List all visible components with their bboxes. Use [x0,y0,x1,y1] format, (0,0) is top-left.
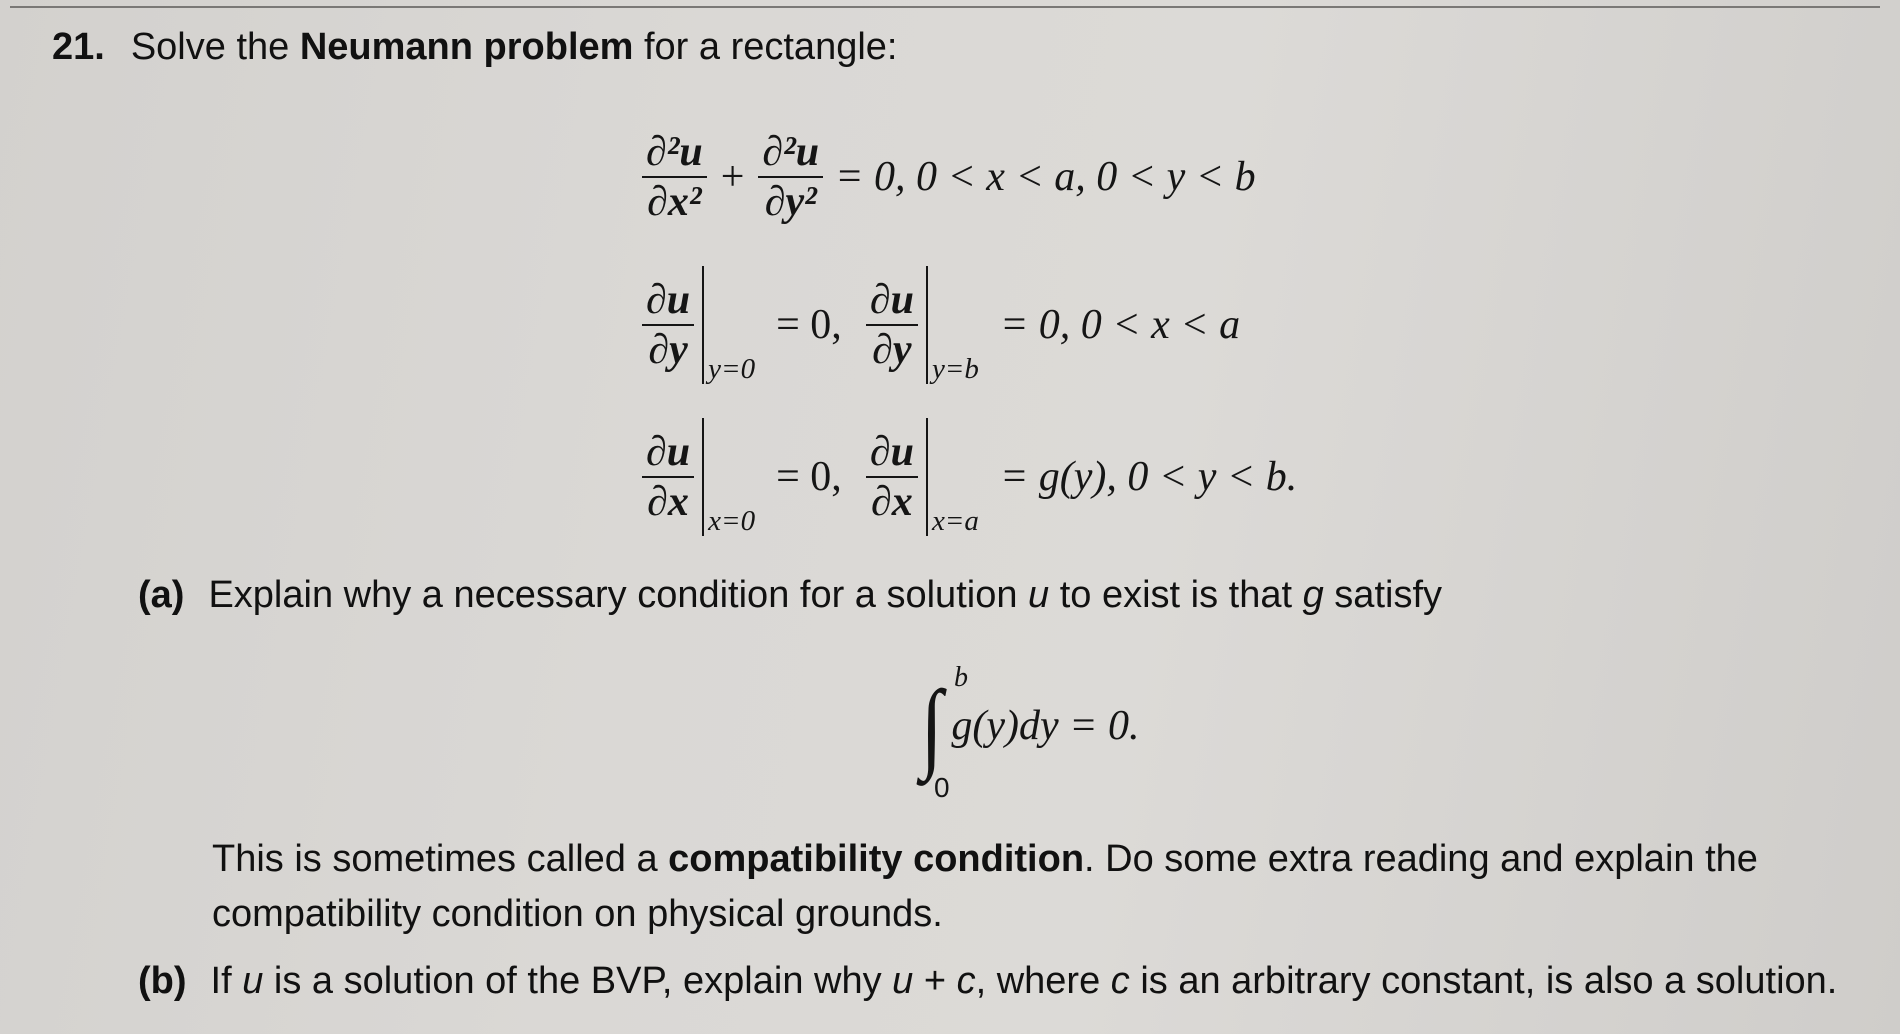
compatibility-note-line1: This is sometimes called a compatibility condition. Do some extra reading and explain the [212,838,1758,880]
intro-text-end: for a rectangle: [633,26,898,68]
equation-bc-y [642,266,1240,384]
evaluation-bar: y=b [926,266,928,384]
plus-sign: + [720,154,745,201]
intro-text: Solve the [130,26,300,68]
evaluation-bar: x=a [926,418,928,536]
compatibility-note-line2: compatibility condition on physical grounds. [212,893,943,935]
part-a-text: (a) Explain why a necessary condition for a solution u to exist is that g satisfy [138,574,1442,616]
fraction-du-dy: $\frac{\partial u}{\partial y}$ [642,276,694,375]
compatibility-term: compatibility condition [668,838,1085,880]
integral-condition [918,662,1140,803]
evaluation-bar: x=0 [702,418,704,536]
part-b-text: (b) If u is a solution of the BVP, explain why u + c, where c is an arbitrary constant, is also a solution. [138,960,1838,1002]
problem-number: 21. [52,26,105,68]
top-divider [10,6,1880,8]
problem-heading [52,26,897,69]
integrand: g(y)dy = 0. [951,703,1140,749]
intro-bold-term: Neumann problem [299,26,634,68]
equation-pde [642,128,1256,227]
fraction-d2u-dy2: $\frac{\text{∂²u}}{\text{∂y²}}$ [758,128,823,227]
equals-zero: = 0, [776,454,842,500]
integral-sign-icon: ∫ [920,670,943,781]
bc-y-domain: = 0, 0 < x < a [999,302,1241,348]
fraction-d2u-dx2: $\frac{\text{∂²u}}{\text{∂x²}}$ [642,128,707,227]
fraction-du-dx: $\frac{\partial u}{\partial x}$ [866,428,918,527]
pde-domain: = 0, 0 < x < a, 0 < y < b [835,154,1256,201]
equals-zero: = 0, [776,302,842,348]
equation-bc-x [642,418,1297,536]
part-a-label: (a) [138,574,185,616]
bc-x-domain: = g(y), 0 < y < b. [999,454,1298,500]
evaluation-bar: y=0 [702,266,704,384]
integral-lower-limit: 0 [934,772,950,803]
fraction-du-dy: $\frac{\partial u}{\partial y}$ [866,276,918,375]
integral-upper-limit: b [954,662,968,693]
fraction-du-dx: $\frac{\partial u}{\partial x}$ [642,428,694,527]
part-b-label: (b) [138,960,187,1002]
